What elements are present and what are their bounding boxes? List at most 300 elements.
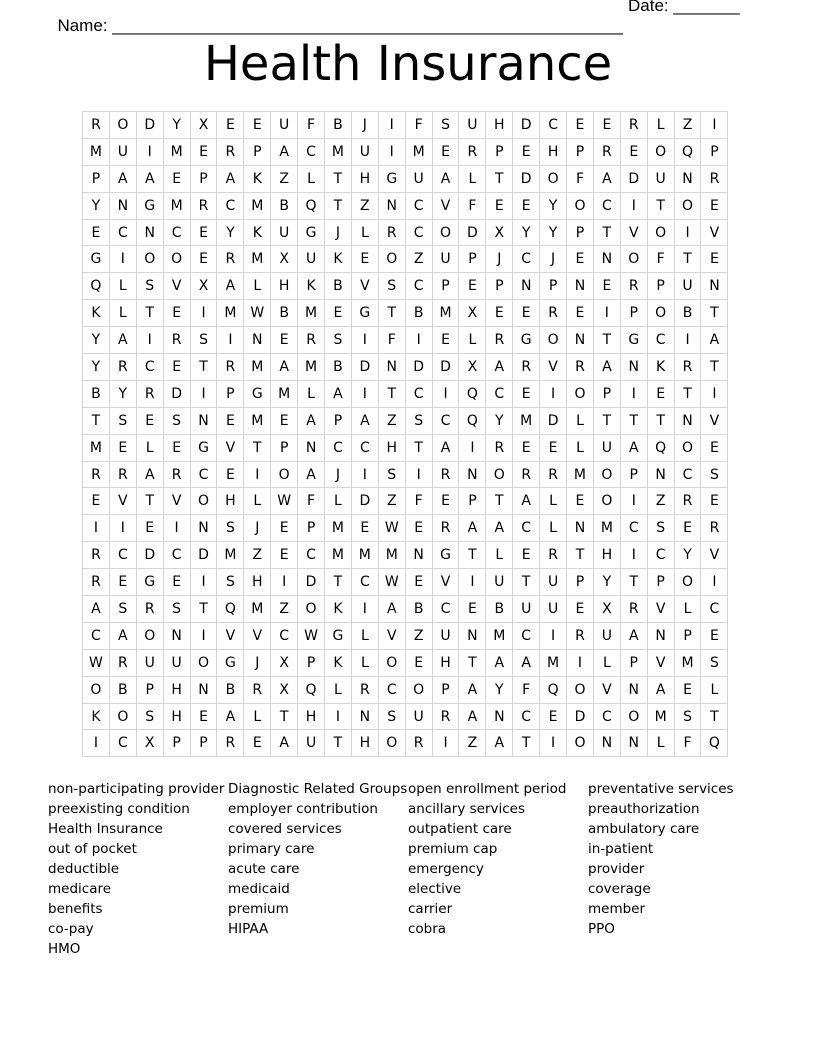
grid-cell[interactable]: M	[567, 461, 594, 488]
grid-cell[interactable]: U	[486, 569, 513, 596]
grid-cell[interactable]: R	[83, 461, 110, 488]
grid-cell[interactable]: O	[567, 676, 594, 703]
grid-cell[interactable]: M	[486, 622, 513, 649]
grid-cell[interactable]: P	[271, 434, 298, 461]
grid-cell[interactable]: W	[378, 569, 405, 596]
grid-cell[interactable]: G	[136, 569, 163, 596]
grid-cell[interactable]: N	[486, 703, 513, 730]
grid-cell[interactable]: F	[405, 488, 432, 515]
grid-cell[interactable]: O	[486, 461, 513, 488]
grid-cell[interactable]: N	[620, 730, 647, 757]
grid-cell[interactable]: I	[432, 730, 459, 757]
grid-cell[interactable]: U	[405, 165, 432, 192]
grid-cell[interactable]: E	[271, 515, 298, 542]
grid-cell[interactable]: V	[593, 676, 620, 703]
grid-cell[interactable]: M	[432, 300, 459, 327]
grid-cell[interactable]: C	[513, 622, 540, 649]
grid-cell[interactable]: T	[271, 703, 298, 730]
grid-cell[interactable]: A	[83, 596, 110, 623]
grid-cell[interactable]: L	[701, 676, 728, 703]
grid-cell[interactable]: Z	[378, 407, 405, 434]
grid-cell[interactable]: X	[271, 676, 298, 703]
grid-cell[interactable]: O	[620, 703, 647, 730]
grid-cell[interactable]: A	[136, 461, 163, 488]
grid-cell[interactable]: E	[620, 138, 647, 165]
grid-cell[interactable]: B	[405, 596, 432, 623]
grid-cell[interactable]: I	[620, 488, 647, 515]
grid-cell[interactable]: S	[701, 649, 728, 676]
grid-cell[interactable]: R	[540, 542, 567, 569]
grid-cell[interactable]: E	[351, 246, 378, 273]
grid-cell[interactable]: D	[351, 354, 378, 381]
grid-cell[interactable]: D	[298, 569, 325, 596]
grid-cell[interactable]: H	[432, 649, 459, 676]
grid-cell[interactable]: E	[701, 622, 728, 649]
grid-cell[interactable]: V	[378, 622, 405, 649]
grid-cell[interactable]: L	[567, 407, 594, 434]
grid-cell[interactable]: A	[325, 380, 352, 407]
grid-cell[interactable]: M	[217, 300, 244, 327]
grid-cell[interactable]: V	[540, 354, 567, 381]
grid-cell[interactable]: U	[593, 622, 620, 649]
grid-cell[interactable]: E	[432, 488, 459, 515]
grid-cell[interactable]: I	[351, 380, 378, 407]
grid-cell[interactable]: C	[351, 434, 378, 461]
grid-cell[interactable]: N	[593, 730, 620, 757]
grid-cell[interactable]: E	[567, 112, 594, 139]
grid-cell[interactable]: T	[459, 649, 486, 676]
grid-cell[interactable]: C	[109, 730, 136, 757]
grid-cell[interactable]: G	[83, 246, 110, 273]
grid-cell[interactable]: E	[459, 273, 486, 300]
grid-cell[interactable]: H	[378, 434, 405, 461]
grid-cell[interactable]: I	[136, 138, 163, 165]
grid-cell[interactable]: P	[190, 730, 217, 757]
grid-cell[interactable]: T	[325, 192, 352, 219]
grid-cell[interactable]: I	[405, 327, 432, 354]
grid-cell[interactable]: E	[701, 246, 728, 273]
grid-cell[interactable]: S	[378, 703, 405, 730]
grid-cell[interactable]: P	[647, 273, 674, 300]
grid-cell[interactable]: A	[109, 622, 136, 649]
grid-cell[interactable]: N	[620, 676, 647, 703]
grid-cell[interactable]: E	[513, 300, 540, 327]
grid-cell[interactable]: X	[459, 354, 486, 381]
grid-cell[interactable]: K	[325, 246, 352, 273]
grid-cell[interactable]: O	[378, 649, 405, 676]
grid-cell[interactable]: A	[378, 596, 405, 623]
grid-cell[interactable]: E	[190, 703, 217, 730]
grid-cell[interactable]: G	[298, 219, 325, 246]
grid-cell[interactable]: T	[190, 354, 217, 381]
grid-cell[interactable]: L	[109, 300, 136, 327]
grid-cell[interactable]: V	[647, 649, 674, 676]
grid-cell[interactable]: R	[432, 515, 459, 542]
grid-cell[interactable]: S	[647, 515, 674, 542]
grid-cell[interactable]: C	[405, 192, 432, 219]
grid-cell[interactable]: D	[351, 488, 378, 515]
grid-cell[interactable]: C	[190, 461, 217, 488]
grid-cell[interactable]: N	[647, 622, 674, 649]
grid-cell[interactable]: Y	[486, 407, 513, 434]
grid-cell[interactable]: A	[647, 676, 674, 703]
grid-cell[interactable]: Y	[83, 354, 110, 381]
grid-cell[interactable]: H	[271, 273, 298, 300]
grid-cell[interactable]: A	[432, 165, 459, 192]
grid-cell[interactable]: M	[163, 192, 190, 219]
grid-cell[interactable]: E	[351, 515, 378, 542]
grid-cell[interactable]: T	[593, 219, 620, 246]
grid-cell[interactable]: T	[136, 300, 163, 327]
grid-cell[interactable]: T	[567, 542, 594, 569]
grid-cell[interactable]: O	[567, 380, 594, 407]
grid-cell[interactable]: E	[190, 246, 217, 273]
grid-cell[interactable]: F	[459, 192, 486, 219]
grid-cell[interactable]: B	[325, 273, 352, 300]
grid-cell[interactable]: C	[432, 596, 459, 623]
grid-cell[interactable]: A	[620, 434, 647, 461]
grid-cell[interactable]: E	[513, 192, 540, 219]
grid-cell[interactable]: F	[647, 246, 674, 273]
grid-cell[interactable]: W	[378, 515, 405, 542]
grid-cell[interactable]: C	[109, 542, 136, 569]
grid-cell[interactable]: F	[674, 730, 701, 757]
grid-cell[interactable]: R	[620, 273, 647, 300]
grid-cell[interactable]: Y	[83, 327, 110, 354]
grid-cell[interactable]: A	[459, 703, 486, 730]
grid-cell[interactable]: E	[567, 300, 594, 327]
grid-cell[interactable]: R	[432, 461, 459, 488]
grid-cell[interactable]: B	[486, 596, 513, 623]
grid-cell[interactable]: L	[136, 434, 163, 461]
grid-cell[interactable]: J	[244, 515, 271, 542]
grid-cell[interactable]: P	[244, 138, 271, 165]
grid-cell[interactable]: S	[405, 407, 432, 434]
grid-cell[interactable]: Z	[244, 542, 271, 569]
grid-cell[interactable]: Z	[674, 112, 701, 139]
grid-cell[interactable]: C	[136, 354, 163, 381]
grid-cell[interactable]: Q	[83, 273, 110, 300]
grid-cell[interactable]: U	[513, 596, 540, 623]
grid-cell[interactable]: R	[217, 730, 244, 757]
grid-cell[interactable]: L	[298, 165, 325, 192]
grid-cell[interactable]: D	[136, 112, 163, 139]
grid-cell[interactable]: R	[701, 165, 728, 192]
grid-cell[interactable]: C	[163, 219, 190, 246]
grid-cell[interactable]: E	[486, 192, 513, 219]
grid-cell[interactable]: P	[298, 515, 325, 542]
grid-cell[interactable]: E	[217, 407, 244, 434]
grid-cell[interactable]: M	[674, 649, 701, 676]
grid-cell[interactable]: Y	[486, 676, 513, 703]
grid-cell[interactable]: O	[647, 300, 674, 327]
grid-cell[interactable]: D	[405, 354, 432, 381]
grid-cell[interactable]: P	[83, 165, 110, 192]
grid-cell[interactable]: P	[620, 461, 647, 488]
grid-cell[interactable]: O	[593, 488, 620, 515]
grid-cell[interactable]: M	[593, 515, 620, 542]
grid-cell[interactable]: A	[109, 165, 136, 192]
grid-cell[interactable]: O	[647, 219, 674, 246]
grid-cell[interactable]: I	[83, 730, 110, 757]
grid-cell[interactable]: T	[486, 165, 513, 192]
grid-cell[interactable]: S	[378, 461, 405, 488]
grid-cell[interactable]: H	[486, 112, 513, 139]
grid-cell[interactable]: A	[486, 354, 513, 381]
grid-cell[interactable]: M	[244, 407, 271, 434]
grid-cell[interactable]: C	[540, 112, 567, 139]
grid-cell[interactable]: V	[163, 488, 190, 515]
grid-cell[interactable]: A	[271, 138, 298, 165]
grid-cell[interactable]: T	[593, 327, 620, 354]
grid-cell[interactable]: L	[674, 596, 701, 623]
grid-cell[interactable]: E	[405, 569, 432, 596]
grid-cell[interactable]: V	[217, 622, 244, 649]
grid-cell[interactable]: E	[136, 515, 163, 542]
grid-cell[interactable]: O	[674, 434, 701, 461]
grid-cell[interactable]: C	[351, 569, 378, 596]
grid-cell[interactable]: U	[459, 112, 486, 139]
grid-cell[interactable]: J	[325, 219, 352, 246]
grid-cell[interactable]: O	[83, 676, 110, 703]
grid-cell[interactable]: A	[217, 165, 244, 192]
grid-cell[interactable]: M	[163, 138, 190, 165]
grid-cell[interactable]: P	[674, 622, 701, 649]
grid-cell[interactable]: O	[620, 246, 647, 273]
grid-cell[interactable]: O	[567, 730, 594, 757]
grid-cell[interactable]: P	[647, 569, 674, 596]
grid-cell[interactable]: Y	[513, 219, 540, 246]
grid-cell[interactable]: A	[217, 273, 244, 300]
grid-cell[interactable]: I	[190, 569, 217, 596]
grid-cell[interactable]: H	[593, 542, 620, 569]
grid-cell[interactable]: Y	[540, 219, 567, 246]
grid-cell[interactable]: E	[513, 542, 540, 569]
grid-cell[interactable]: T	[674, 380, 701, 407]
grid-cell[interactable]: Q	[540, 676, 567, 703]
grid-cell[interactable]: C	[674, 461, 701, 488]
grid-cell[interactable]: R	[486, 434, 513, 461]
grid-cell[interactable]: G	[136, 192, 163, 219]
grid-cell[interactable]: M	[217, 542, 244, 569]
grid-cell[interactable]: M	[298, 300, 325, 327]
grid-cell[interactable]: P	[567, 219, 594, 246]
grid-cell[interactable]: Z	[405, 246, 432, 273]
grid-cell[interactable]: P	[298, 649, 325, 676]
grid-cell[interactable]: O	[190, 488, 217, 515]
grid-cell[interactable]: T	[513, 569, 540, 596]
grid-cell[interactable]: V	[647, 596, 674, 623]
grid-cell[interactable]: M	[298, 354, 325, 381]
grid-cell[interactable]: O	[567, 192, 594, 219]
grid-cell[interactable]: R	[83, 569, 110, 596]
grid-cell[interactable]: Z	[647, 488, 674, 515]
grid-cell[interactable]: M	[378, 542, 405, 569]
grid-cell[interactable]: V	[109, 488, 136, 515]
grid-cell[interactable]: E	[190, 138, 217, 165]
grid-cell[interactable]: I	[540, 622, 567, 649]
grid-cell[interactable]: L	[351, 219, 378, 246]
grid-cell[interactable]: I	[620, 192, 647, 219]
grid-cell[interactable]: P	[217, 380, 244, 407]
grid-cell[interactable]: R	[513, 354, 540, 381]
grid-cell[interactable]: T	[378, 300, 405, 327]
grid-cell[interactable]: K	[83, 703, 110, 730]
grid-cell[interactable]: K	[647, 354, 674, 381]
grid-cell[interactable]: A	[271, 730, 298, 757]
grid-cell[interactable]: A	[109, 327, 136, 354]
grid-cell[interactable]: D	[513, 165, 540, 192]
grid-cell[interactable]: C	[647, 327, 674, 354]
grid-cell[interactable]: Z	[459, 730, 486, 757]
grid-cell[interactable]: M	[351, 542, 378, 569]
grid-cell[interactable]: N	[567, 273, 594, 300]
grid-cell[interactable]: M	[405, 138, 432, 165]
grid-cell[interactable]: N	[405, 542, 432, 569]
grid-cell[interactable]: X	[136, 730, 163, 757]
grid-cell[interactable]: C	[163, 542, 190, 569]
grid-cell[interactable]: N	[298, 434, 325, 461]
grid-cell[interactable]: T	[405, 434, 432, 461]
grid-cell[interactable]: T	[378, 380, 405, 407]
grid-cell[interactable]: H	[244, 569, 271, 596]
grid-cell[interactable]: A	[593, 165, 620, 192]
grid-cell[interactable]: H	[351, 730, 378, 757]
grid-cell[interactable]: V	[244, 622, 271, 649]
grid-cell[interactable]: I	[378, 138, 405, 165]
grid-cell[interactable]: D	[163, 380, 190, 407]
grid-cell[interactable]: R	[163, 461, 190, 488]
grid-cell[interactable]: E	[647, 380, 674, 407]
grid-cell[interactable]: N	[674, 407, 701, 434]
grid-cell[interactable]: E	[244, 730, 271, 757]
grid-cell[interactable]: Z	[378, 488, 405, 515]
grid-cell[interactable]: R	[109, 649, 136, 676]
grid-cell[interactable]: I	[378, 112, 405, 139]
grid-cell[interactable]: P	[540, 273, 567, 300]
grid-cell[interactable]: O	[271, 461, 298, 488]
grid-cell[interactable]: P	[432, 273, 459, 300]
grid-cell[interactable]: Z	[351, 192, 378, 219]
grid-cell[interactable]: I	[620, 542, 647, 569]
grid-cell[interactable]: Q	[459, 380, 486, 407]
grid-cell[interactable]: M	[244, 596, 271, 623]
grid-cell[interactable]: I	[136, 327, 163, 354]
grid-cell[interactable]: E	[432, 327, 459, 354]
grid-cell[interactable]: P	[325, 407, 352, 434]
grid-cell[interactable]: A	[701, 327, 728, 354]
grid-cell[interactable]: N	[136, 219, 163, 246]
grid-cell[interactable]: M	[513, 407, 540, 434]
grid-cell[interactable]: H	[163, 703, 190, 730]
grid-cell[interactable]: V	[432, 569, 459, 596]
grid-cell[interactable]: R	[83, 542, 110, 569]
grid-cell[interactable]: N	[567, 327, 594, 354]
grid-cell[interactable]: E	[217, 112, 244, 139]
grid-cell[interactable]: E	[190, 219, 217, 246]
grid-cell[interactable]: E	[593, 112, 620, 139]
grid-cell[interactable]: E	[83, 219, 110, 246]
grid-cell[interactable]: B	[83, 380, 110, 407]
grid-cell[interactable]: N	[244, 327, 271, 354]
grid-cell[interactable]: R	[620, 596, 647, 623]
grid-cell[interactable]: V	[163, 273, 190, 300]
grid-cell[interactable]: M	[325, 515, 352, 542]
grid-cell[interactable]: K	[244, 219, 271, 246]
grid-cell[interactable]: U	[136, 649, 163, 676]
grid-cell[interactable]: R	[136, 596, 163, 623]
grid-cell[interactable]: R	[674, 354, 701, 381]
grid-cell[interactable]: B	[325, 354, 352, 381]
grid-cell[interactable]: M	[647, 703, 674, 730]
grid-cell[interactable]: M	[244, 354, 271, 381]
grid-cell[interactable]: R	[351, 676, 378, 703]
grid-cell[interactable]: B	[674, 300, 701, 327]
grid-cell[interactable]: I	[109, 246, 136, 273]
grid-cell[interactable]: R	[620, 112, 647, 139]
grid-cell[interactable]: I	[351, 596, 378, 623]
grid-cell[interactable]: M	[244, 246, 271, 273]
grid-cell[interactable]: U	[298, 730, 325, 757]
grid-cell[interactable]: S	[432, 112, 459, 139]
grid-cell[interactable]: E	[567, 488, 594, 515]
grid-cell[interactable]: P	[567, 569, 594, 596]
grid-cell[interactable]: R	[513, 461, 540, 488]
grid-cell[interactable]: E	[432, 138, 459, 165]
grid-cell[interactable]: J	[244, 649, 271, 676]
grid-cell[interactable]: R	[136, 380, 163, 407]
grid-cell[interactable]: Q	[298, 192, 325, 219]
grid-cell[interactable]: S	[674, 703, 701, 730]
grid-cell[interactable]: L	[351, 649, 378, 676]
grid-cell[interactable]: V	[432, 192, 459, 219]
grid-cell[interactable]: S	[163, 407, 190, 434]
grid-cell[interactable]: R	[378, 219, 405, 246]
grid-cell[interactable]: X	[593, 596, 620, 623]
grid-cell[interactable]: Q	[459, 407, 486, 434]
grid-cell[interactable]: P	[701, 138, 728, 165]
grid-cell[interactable]: I	[190, 380, 217, 407]
grid-cell[interactable]: A	[459, 676, 486, 703]
grid-cell[interactable]: C	[378, 676, 405, 703]
grid-cell[interactable]: E	[163, 300, 190, 327]
grid-cell[interactable]: R	[217, 246, 244, 273]
grid-cell[interactable]: E	[271, 327, 298, 354]
grid-cell[interactable]: L	[647, 730, 674, 757]
grid-cell[interactable]: I	[190, 300, 217, 327]
grid-cell[interactable]: E	[486, 300, 513, 327]
grid-cell[interactable]: C	[593, 703, 620, 730]
grid-cell[interactable]: C	[620, 515, 647, 542]
grid-cell[interactable]: G	[217, 649, 244, 676]
grid-cell[interactable]: T	[674, 246, 701, 273]
grid-cell[interactable]: D	[432, 354, 459, 381]
grid-cell[interactable]: W	[83, 649, 110, 676]
grid-cell[interactable]: G	[432, 542, 459, 569]
grid-cell[interactable]: T	[325, 730, 352, 757]
grid-cell[interactable]: V	[701, 542, 728, 569]
grid-cell[interactable]: G	[378, 165, 405, 192]
grid-cell[interactable]: O	[136, 622, 163, 649]
grid-cell[interactable]: P	[190, 165, 217, 192]
grid-cell[interactable]: T	[513, 730, 540, 757]
grid-cell[interactable]: E	[540, 703, 567, 730]
grid-cell[interactable]: E	[674, 515, 701, 542]
grid-cell[interactable]: O	[136, 246, 163, 273]
grid-cell[interactable]: O	[540, 327, 567, 354]
grid-cell[interactable]: Y	[163, 112, 190, 139]
grid-cell[interactable]: E	[109, 569, 136, 596]
